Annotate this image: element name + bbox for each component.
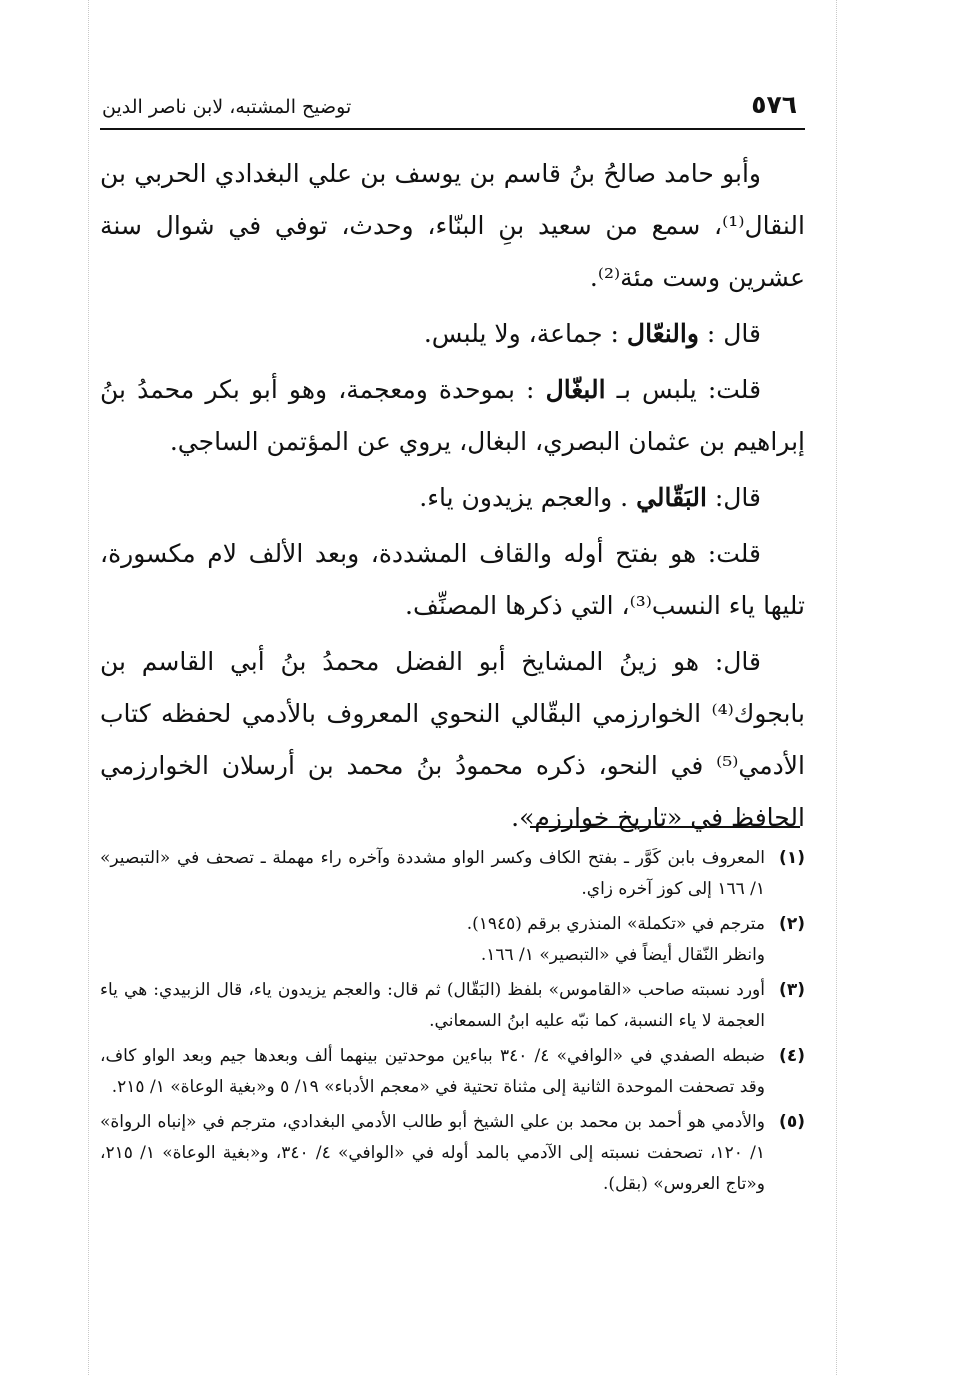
paragraph-4 [100, 472, 805, 524]
footnote-line: والأدمي هو أحمد بن محمد بن علي الشيخ أبو طالب الأدمي البغدادي، مترجم في «إنباه الرواة» ١/ ١٢٠، تصحفت نسبته إلى الآدمي بالمد أوله في «الوافي» ٤/ ٣٤٠، و«بغية الوعاة» ١/ ٢١٥، و«تاج العروس» (بقل). [100, 1112, 765, 1194]
paragraph-2-lead: قال : [706, 319, 761, 348]
footnote-4 [100, 1041, 805, 1103]
running-title: توضيح المشتبه، لابن ناصر الدين [102, 96, 352, 118]
paragraph-5: قلت: هو بفتح أوله والقاف المشددة، وبعد الألف لام مكسورة، تليها ياء النسب⁽³⁾، التي ذكرها المصنِّف. [100, 539, 805, 620]
footnote-number: (٣) [779, 980, 805, 1000]
footnote-line: وانظر النّقال أيضاً في «التبصير» ١/ ١٦٦. [480, 945, 765, 965]
footnote-line: مترجم في «تكملة» المنذري برقم (١٩٤٥). [466, 914, 765, 934]
paragraph-2 [100, 308, 805, 360]
footnote-text [100, 975, 765, 1037]
paragraph-4-text: . والعجم يزيدون ياء. [419, 483, 629, 512]
scan-edge-left [88, 0, 89, 1375]
paragraph-3 [100, 364, 805, 468]
page-number: ٥٧٦ [751, 90, 797, 119]
paragraph-4-lead: قال: [714, 483, 761, 512]
paragraph-1: وأبو حامد صالحُ بنُ قاسم بن يوسف بن علي البغدادي الحربي بن النقال⁽¹⁾، سمع من سعيد بنِ البنّاء، وحدث، توفي في شوال سنة عشرين وست مئة⁽²⁾. [100, 159, 805, 292]
footnote-line: أورد نسبته صاحب «القاموس» بلفظ (البَقّال) ثم قال: والعجم يزيدون ياء، قال الزبيدي: هي ياء العجمة لا ياء النسبة، كما نبّه عليه ابنُ السمعاني. [100, 980, 765, 1031]
footnote-1 [100, 843, 805, 905]
footnote-text [100, 1041, 765, 1103]
paragraph-6: قال: هو زينُ المشايخ أبو الفضل محمدُ بنُ أبي القاسم بن بابجوك⁽⁴⁾ الخوارزمي البقّالي النحوي المعروف بالأدمي لحفظه كتاب الأدمي⁽⁵⁾ في النحو، ذكره محمودُ بنُ محمد بن أرسلان الخوارزمي الحافظ في «تاريخ خوارزم». [100, 647, 805, 832]
paragraph-3-text: : بموحدة ومعجمة، وهو أبو بكر محمدُ بنُ إبراهيم بن عثمان البصري، البغال، يروي عن المؤتمن الساجي. [100, 375, 805, 456]
footnote-line: المعروف بابن كَوَّر ـ بفتح الكاف وكسر الواو مشددة وآخره راء مهملة ـ تصحف في «التبصير» ١/ ١٦٦ إلى كوز آخره زاي. [100, 848, 765, 899]
footnote-number: (٢) [779, 914, 805, 934]
footnote-text [100, 843, 765, 905]
paragraph-2-headword: والنعّال [626, 319, 699, 348]
scan-edge-right [836, 0, 837, 1375]
footnote-line: ضبطه الصفدي في «الوافي» ٤/ ٣٤٠ بباءين موحدتين بينهما ألف وبعدها جيم وبعد الواو كاف، وقد تصحفت الموحدة الثانية إلى مثناة تحتية في «معجم الأدباء» ١٩/ ٥ و«بغية الوعاة» ١/ ٢١٥. [100, 1046, 765, 1097]
footnote-number: (٤) [779, 1046, 805, 1066]
footnote-separator [530, 826, 800, 828]
footnote-2 [100, 909, 805, 971]
footnote-text [100, 1107, 765, 1200]
footnote-5 [100, 1107, 805, 1200]
footnote-number: (٥) [779, 1112, 805, 1132]
paragraph-4-headword: البَقّالي [636, 483, 707, 512]
main-text [100, 148, 805, 848]
footnote-number: (١) [779, 848, 805, 868]
footnote-3 [100, 975, 805, 1037]
paragraph-3-headword: البغّال [545, 375, 606, 404]
paragraph-3-lead: قلت: يلبس بـ [616, 375, 762, 404]
page-header [100, 88, 805, 130]
footnotes [100, 843, 805, 1204]
footnote-text [100, 909, 765, 971]
paragraph-2-text: : جماعة، ولا يلبس. [423, 319, 619, 348]
